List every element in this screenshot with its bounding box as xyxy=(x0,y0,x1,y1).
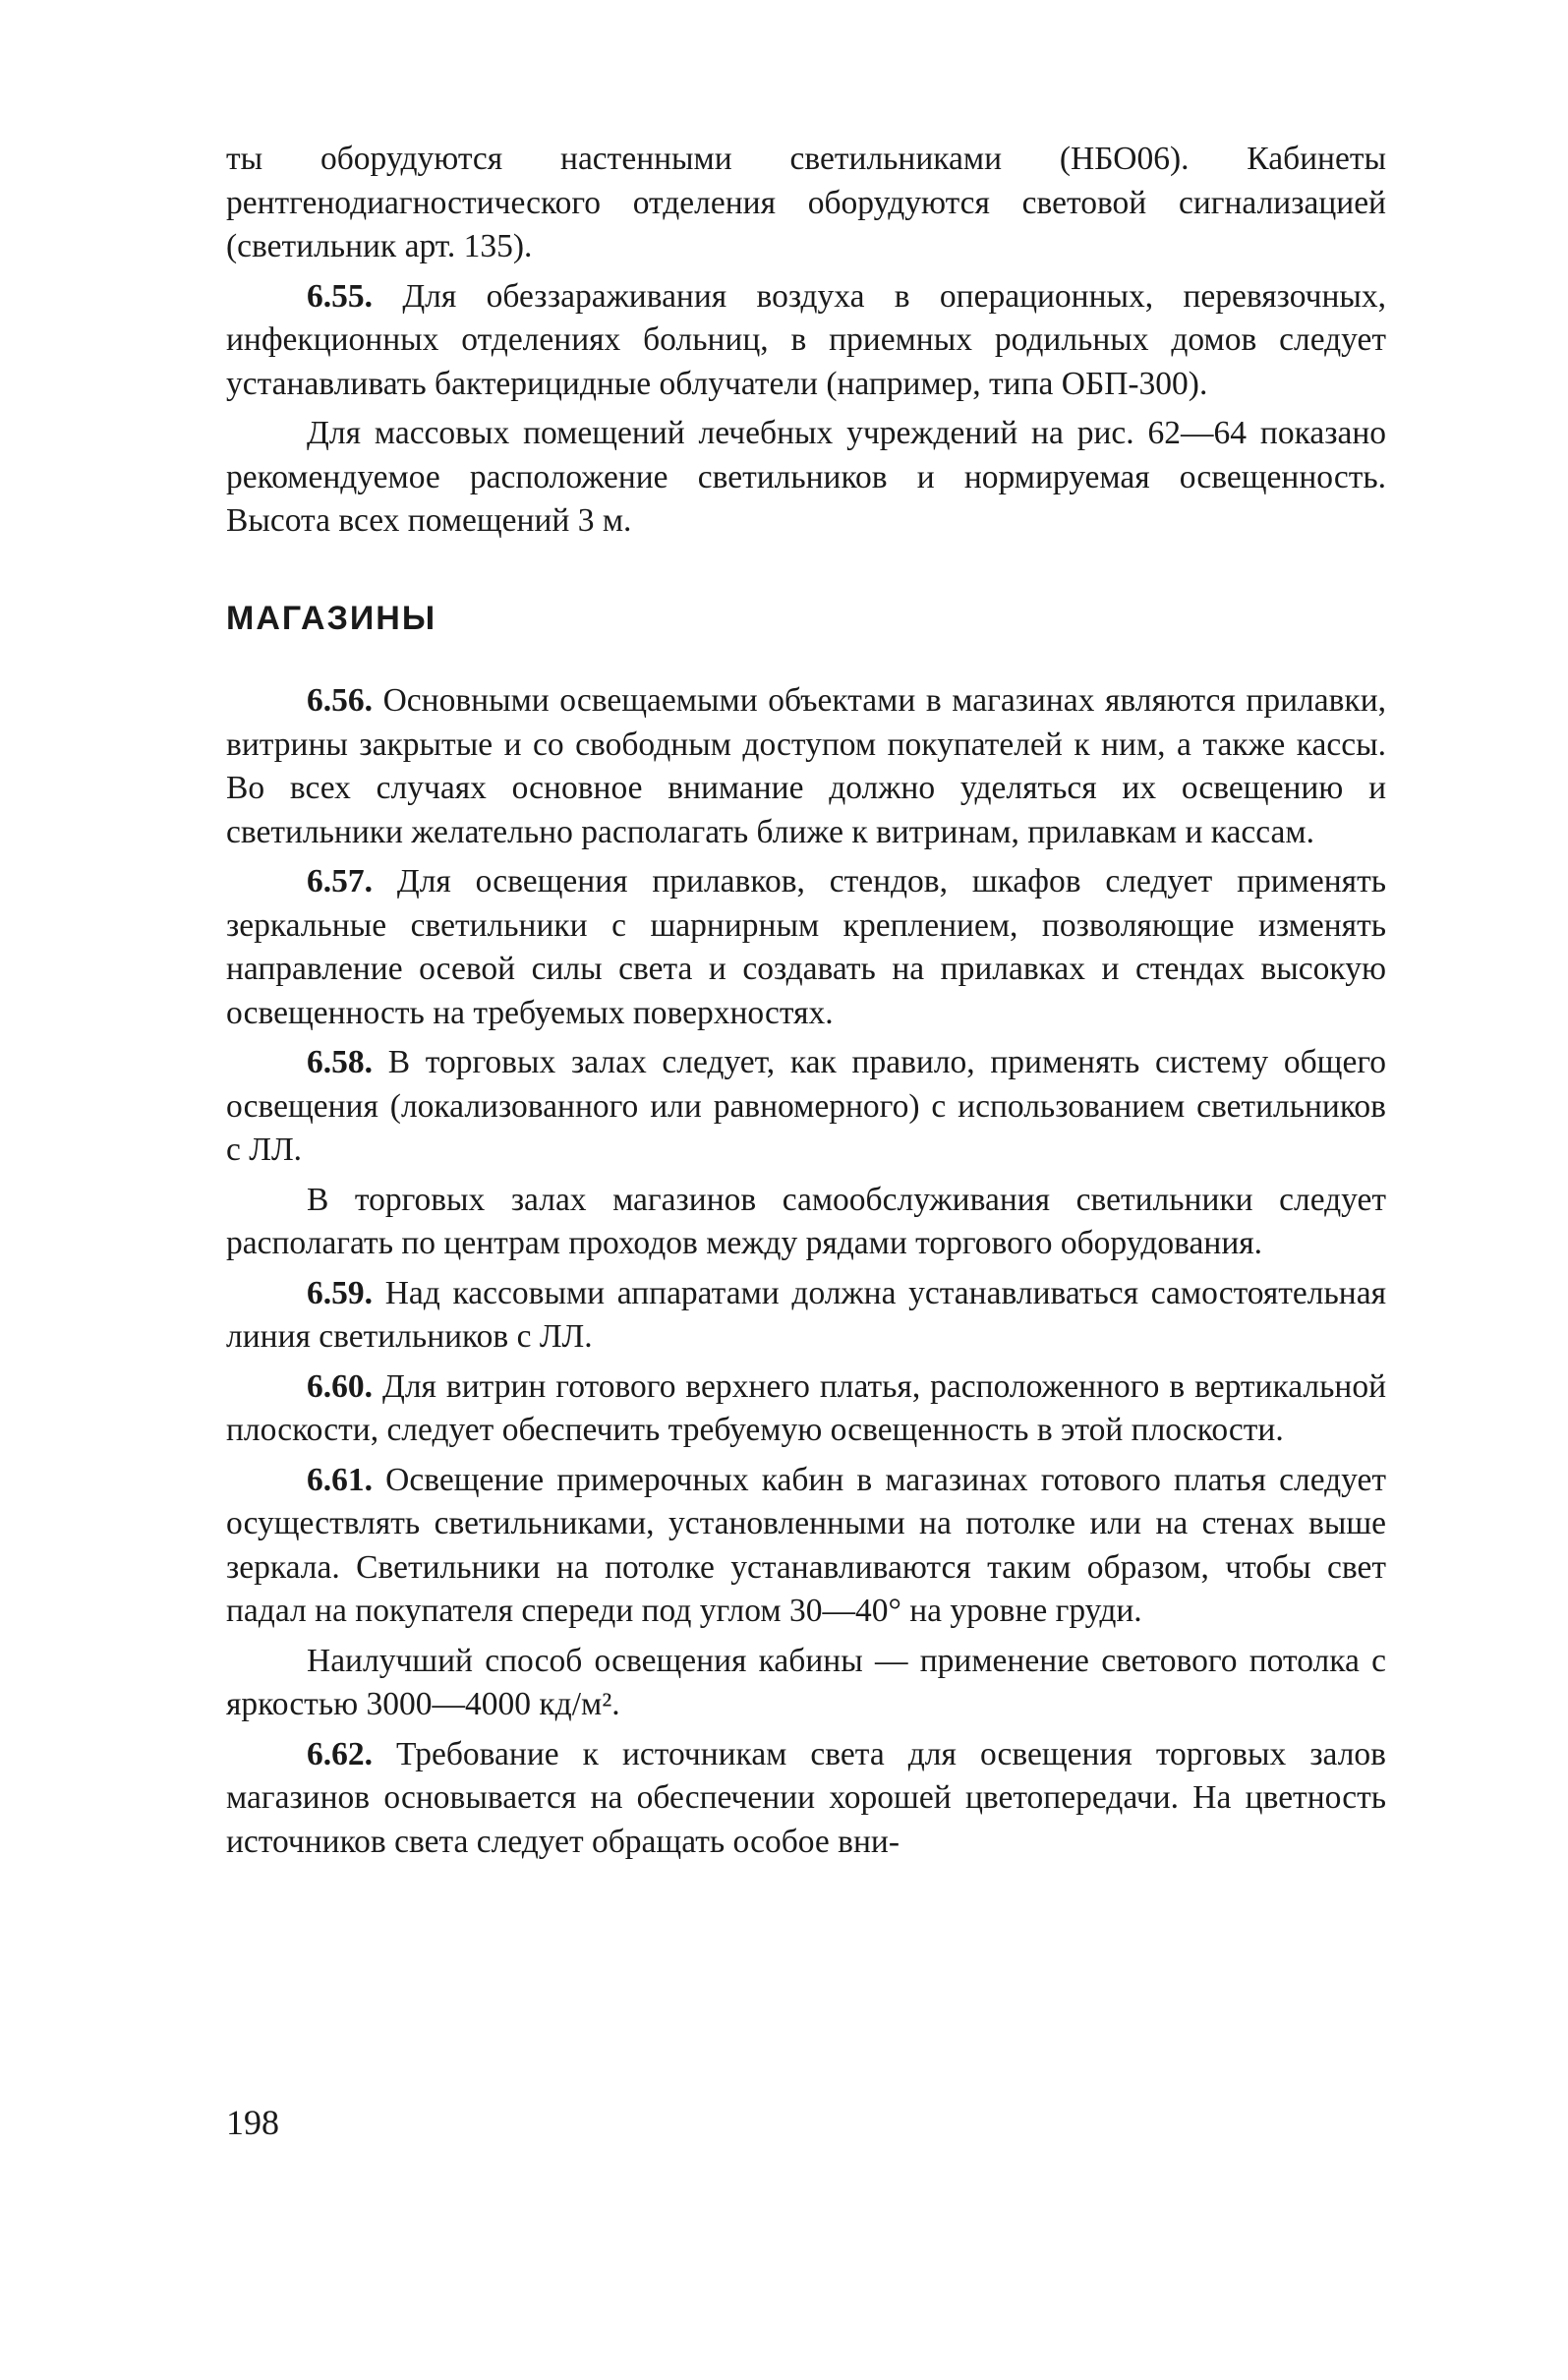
paragraph-6-56 xyxy=(226,679,1386,854)
paragraph-text: Основными освещаемыми объектами в магазинах являются прилавки, витрины закрытые и со свободным доступом покупателей к ним, а также кассы. Во всех случаях основное внимание должно уделяться их освещению и светильники желательно располагать ближе к витринам, прилавкам и кассам. xyxy=(226,682,1386,850)
paragraph-continuation xyxy=(226,138,1386,269)
paragraph-text: ты оборудуются настенными светильниками (НБО06). Кабинеты рентгенодиагностического отделения оборудуются световой сигнализацией (светильник арт. 135). xyxy=(226,141,1386,264)
clause-number: 6.57. xyxy=(307,863,373,900)
paragraph-6-58 xyxy=(226,1041,1386,1173)
paragraph-6-62 xyxy=(226,1733,1386,1865)
paragraph-6-61 xyxy=(226,1459,1386,1634)
paragraph-text: Для освещения прилавков, стендов, шкафов следует применять зеркальные светильники с шарнирным креплением, позволяющие изменять направление осевой силы света и создавать на прилавках и стендах высокую освещенность на требуемых поверхностях. xyxy=(226,863,1387,1031)
paragraph-text: В торговых залах магазинов самообслуживания светильники следует располагать по центрам проходов между рядами торгового оборудования. xyxy=(226,1181,1386,1261)
page-text xyxy=(226,138,1386,1870)
clause-number: 6.56. xyxy=(307,682,373,719)
paragraph-mass-rooms xyxy=(226,412,1386,544)
paragraph-6-60 xyxy=(226,1365,1386,1453)
paragraph-text: Для массовых помещений лечебных учреждений на рис. 62—64 показано рекомендуемое расположение светильников и нормируемая освещенность. Высота всех помещений 3 м. xyxy=(226,415,1386,539)
paragraph-text: Для обеззараживания воздуха в операционных, перевязочных, инфекционных отделениях больниц, в приемных родильных домов следует устанавливать бактерицидные облучатели (например, типа ОБП-300). xyxy=(226,277,1387,402)
paragraph-text: Требование к источникам света для освещения торговых залов магазинов основывается на обеспечении хорошей цветопередачи. На цветность источников света следует обращать особое вни- xyxy=(226,1735,1387,1860)
clause-number: 6.59. xyxy=(307,1274,373,1311)
section-heading: МАГАЗИНЫ xyxy=(226,599,437,637)
clause-number: 6.58. xyxy=(307,1044,373,1080)
clause-number: 6.60. xyxy=(307,1367,373,1405)
paragraph-text: Наилучший способ освещения кабины — применение светового потолка с яркостью 3000—4000 кд/м². xyxy=(226,1642,1386,1722)
clause-number: 6.55. xyxy=(307,277,373,315)
clause-number: 6.61. xyxy=(307,1461,373,1498)
paragraph-self-service xyxy=(226,1179,1386,1266)
page-number: 198 xyxy=(226,2103,279,2142)
clause-number: 6.62. xyxy=(307,1735,373,1772)
paragraph-text: Для витрин готового верхнего платья, расположенного в вертикальной плоскости, следует обеспечить требуемую освещенность в этой плоскости. xyxy=(226,1367,1387,1448)
paragraph-text: Над кассовыми аппаратами должна устанавливаться самостоятельная линия светильников с ЛЛ. xyxy=(226,1274,1386,1355)
paragraph-6-55 xyxy=(226,275,1386,407)
paragraph-text: В торговых залах следует, как правило, применять систему общего освещения (локализованного или равномерного) с использованием светильников с ЛЛ. xyxy=(226,1044,1387,1168)
paragraph-6-59 xyxy=(226,1272,1386,1360)
paragraph-best-method xyxy=(226,1640,1386,1727)
paragraph-text: Освещение примерочных кабин в магазинах готового платья следует осуществлять светильниками, установленными на потолке или на стенах выше зеркала. Светильники на потолке устанавливаются таким образом, чтобы свет падал на покупателя спереди под углом 30—40° на уровне груди. xyxy=(226,1461,1386,1629)
paragraph-6-57 xyxy=(226,860,1386,1035)
